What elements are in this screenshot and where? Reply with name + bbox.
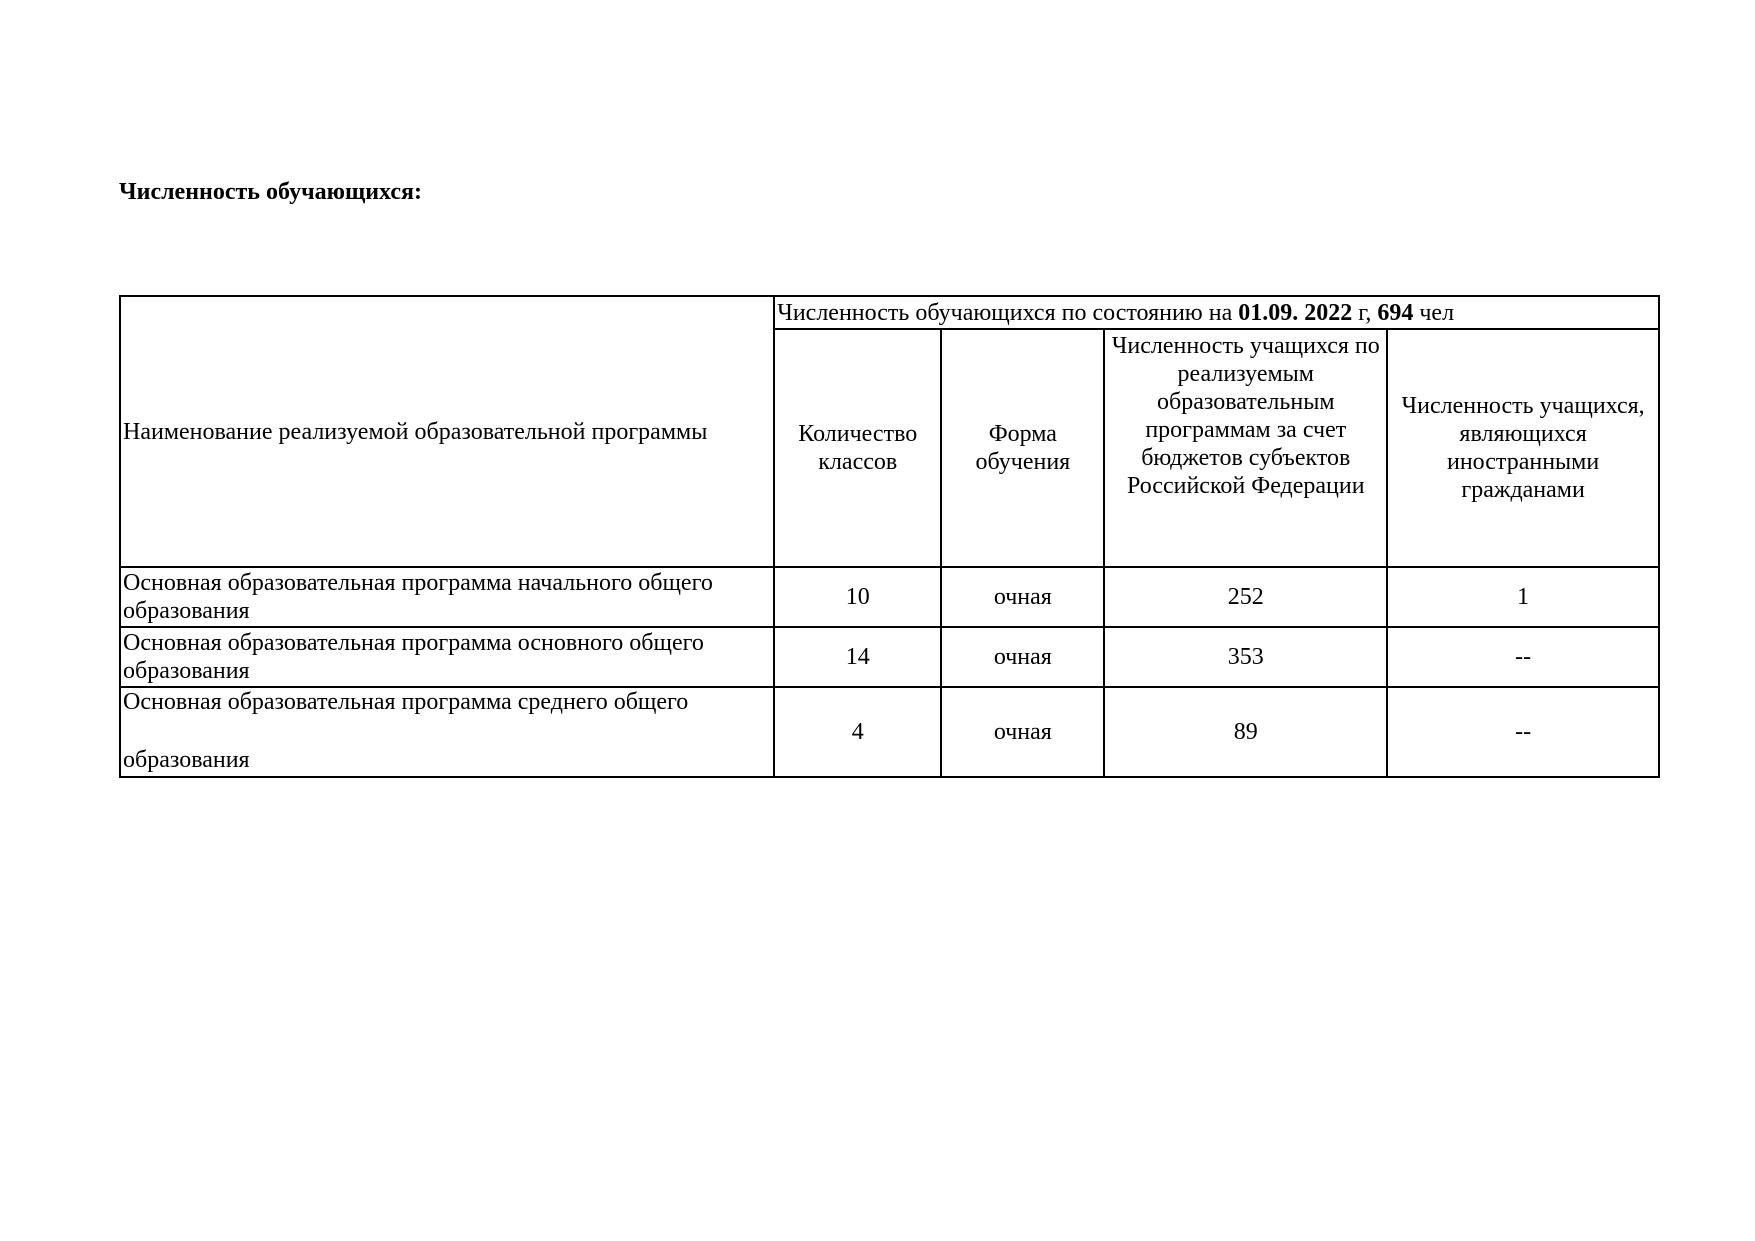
row-classes-count: 14 xyxy=(774,627,941,687)
row-budget-students: 89 xyxy=(1104,687,1387,777)
header-group-suffix: чел xyxy=(1413,299,1455,326)
students-table xyxy=(119,295,1660,778)
header-foreign-students: Численность учащихся, являющихся иностранными гражданами xyxy=(1387,329,1659,567)
row-program-name: Основная образовательная программа начального общего образования xyxy=(120,567,774,627)
header-study-form: Форма обучения xyxy=(941,329,1104,567)
row-program-name-line2: образования xyxy=(123,747,250,773)
header-group-date: 01.09. 2022 xyxy=(1238,299,1353,326)
header-group xyxy=(774,296,1659,329)
table-row xyxy=(120,567,1659,627)
page-heading: Численность обучающихся: xyxy=(119,179,422,205)
header-row-top xyxy=(120,296,1659,329)
row-study-form: очная xyxy=(941,567,1104,627)
row-foreign-students: 1 xyxy=(1387,567,1659,627)
row-classes-count: 4 xyxy=(774,687,941,777)
header-group-total: 694 xyxy=(1377,299,1414,326)
table-row xyxy=(120,687,1659,777)
header-program-name: Наименование реализуемой образовательной программы xyxy=(120,296,774,567)
row-foreign-students: -- xyxy=(1387,627,1659,687)
header-group-prefix: Численность обучающихся по состоянию на xyxy=(777,299,1239,326)
row-program-name xyxy=(120,687,774,777)
row-foreign-students: -- xyxy=(1387,687,1659,777)
row-study-form: очная xyxy=(941,687,1104,777)
row-budget-students: 353 xyxy=(1104,627,1387,687)
row-program-name-line1: Основная образовательная программа среднего общего xyxy=(123,689,689,715)
row-budget-students: 252 xyxy=(1104,567,1387,627)
row-program-name: Основная образовательная программа основного общего образования xyxy=(120,627,774,687)
header-group-mid: г, xyxy=(1352,299,1378,326)
row-study-form: очная xyxy=(941,627,1104,687)
header-budget-students: Численность учащихся по реализуемым образовательным программам за счет бюджетов субъектов Российской Федерации xyxy=(1104,329,1387,567)
row-classes-count: 10 xyxy=(774,567,941,627)
header-classes-count: Количество классов xyxy=(774,329,941,567)
table-row xyxy=(120,627,1659,687)
